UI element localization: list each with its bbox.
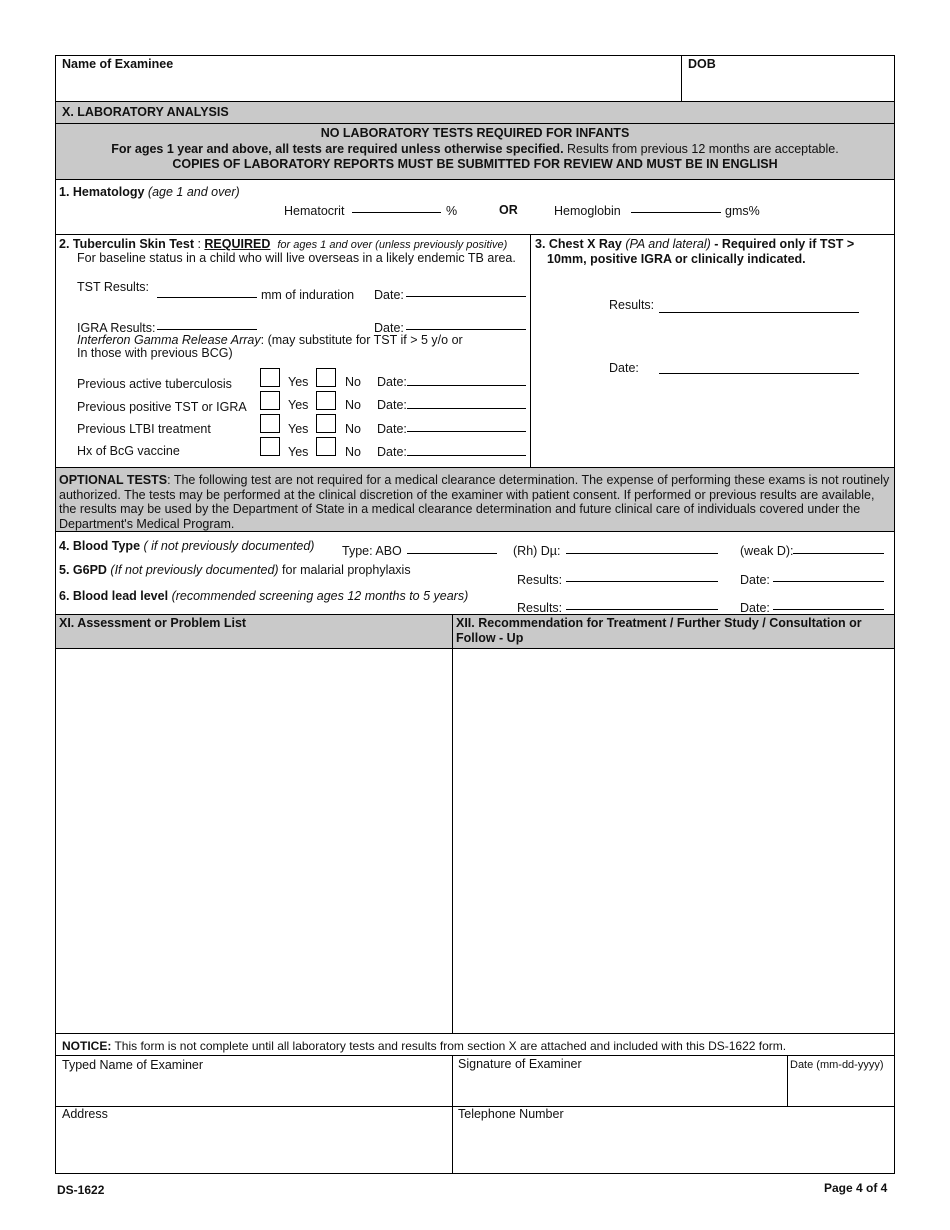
- no-label: No: [345, 375, 361, 389]
- g6pd-date-field[interactable]: [773, 581, 884, 582]
- date-label: Date:: [377, 375, 407, 389]
- blood-type-title: 4. Blood Type: [59, 539, 141, 553]
- tst-required: REQUIRED: [204, 237, 271, 251]
- notice-body: This form is not complete until all laboratory tests and results from section X are attached and included with this DS-1622 form.: [111, 1039, 787, 1053]
- positive-tst-date-field[interactable]: [407, 408, 526, 409]
- tst-date-label: Date:: [374, 288, 404, 302]
- g6pd-rest: for malarial prophylaxis: [282, 563, 411, 577]
- igra-date-field[interactable]: [406, 329, 526, 330]
- bcg-no-checkbox[interactable]: [316, 437, 336, 456]
- divider: [55, 101, 895, 102]
- dob-label: DOB: [688, 57, 716, 71]
- name-of-examinee-label: Name of Examinee: [62, 57, 174, 71]
- or-label: OR: [499, 203, 518, 217]
- history-label-active-tb: Previous active tuberculosis: [77, 377, 232, 391]
- lab-banner-line2-bold: For ages 1 year and above, all tests are required unless otherwise specified.: [111, 142, 564, 156]
- name-of-examinee-field[interactable]: [57, 74, 679, 99]
- igra-description: [77, 333, 463, 347]
- lab-banner-line2-rest: Results from previous 12 months are acceptable.: [567, 142, 839, 156]
- g6pd-note: (If not previously documented): [110, 563, 279, 577]
- yes-label: Yes: [288, 398, 309, 412]
- g6pd-heading: [59, 563, 411, 577]
- igra-italic: Interferon Gamma Release Array: [77, 333, 261, 347]
- xray-heading-line2: 10mm, positive IGRA or clinically indicated.: [547, 252, 806, 266]
- igra-rest: : (may substitute for TST if > 5 y/o or: [260, 333, 463, 347]
- notice-text: [62, 1039, 786, 1053]
- xray-results-label: Results:: [609, 298, 655, 312]
- xray-date-label: Date:: [609, 361, 639, 375]
- active-tb-yes-checkbox[interactable]: [260, 368, 280, 387]
- lab-banner-line3: COPIES OF LABORATORY REPORTS MUST BE SUBMITTED FOR REVIEW AND MUST BE IN ENGLISH: [172, 157, 778, 171]
- rh-label: (Rh) Dµ:: [513, 544, 561, 558]
- tst-baseline-text: For baseline status in a child who will live overseas in a likely endemic TB area.: [77, 251, 516, 265]
- no-label: No: [345, 422, 361, 436]
- positive-tst-yes-checkbox[interactable]: [260, 391, 280, 410]
- rh-field[interactable]: [566, 553, 718, 554]
- divider: [55, 179, 895, 180]
- g6pd-results-field[interactable]: [566, 581, 718, 582]
- yes-label: Yes: [288, 445, 309, 459]
- percent-unit: %: [446, 204, 458, 218]
- hematocrit-field[interactable]: [352, 212, 441, 213]
- abo-type-label: Type: ABO: [342, 544, 402, 558]
- weak-d-field[interactable]: [793, 553, 884, 554]
- lead-date-field[interactable]: [773, 609, 884, 610]
- yes-label: Yes: [288, 422, 309, 436]
- xray-italic: (PA and lateral): [625, 237, 711, 251]
- divider: [681, 55, 682, 101]
- telephone-label: Telephone Number: [458, 1107, 564, 1121]
- no-label: No: [345, 445, 361, 459]
- g6pd-title: 5. G6PD: [59, 563, 107, 577]
- induration-unit: mm of induration: [261, 288, 355, 302]
- divider: [452, 614, 453, 1173]
- date-label: Date:: [377, 398, 407, 412]
- xray-results-field[interactable]: [659, 312, 859, 313]
- history-label-bcg: Hx of BcG vaccine: [77, 444, 180, 458]
- date-label: Date:: [377, 445, 407, 459]
- igra-date-label: Date:: [374, 321, 404, 335]
- divider: [55, 1055, 895, 1056]
- divider: [55, 648, 895, 649]
- typed-name-label: Typed Name of Examiner: [62, 1058, 204, 1072]
- recommendation-title-line1: XII. Recommendation for Treatment / Further Study / Consultation or: [456, 616, 862, 630]
- typed-name-field[interactable]: [57, 1074, 450, 1104]
- form-number: DS-1622: [57, 1183, 105, 1197]
- page-number: Page 4 of 4: [824, 1181, 888, 1195]
- xray-heading: [535, 237, 854, 251]
- hemoglobin-label: Hemoglobin: [554, 204, 621, 218]
- igra-description-line2: In those with previous BCG): [77, 346, 233, 360]
- blood-type-note: ( if not previously documented): [143, 539, 315, 553]
- yes-label: Yes: [288, 375, 309, 389]
- address-field[interactable]: [57, 1124, 450, 1172]
- signature-label: Signature of Examiner: [458, 1057, 582, 1071]
- tst-date-field[interactable]: [406, 296, 526, 297]
- tst-title: 2. Tuberculin Skin Test: [59, 237, 194, 251]
- hemoglobin-field[interactable]: [631, 212, 721, 213]
- signature-field[interactable]: [455, 1074, 785, 1104]
- optional-tests-title: OPTIONAL TESTS: [59, 473, 168, 487]
- igra-results-field[interactable]: [157, 329, 257, 330]
- lead-results-field[interactable]: [566, 609, 718, 610]
- assessment-text-area[interactable]: [58, 651, 450, 1031]
- address-label: Address: [62, 1107, 108, 1121]
- divider: [787, 1055, 788, 1106]
- assessment-title: XI. Assessment or Problem List: [59, 616, 247, 630]
- igra-results-label: IGRA Results:: [77, 321, 156, 335]
- xray-rest: - Required only if TST >: [710, 237, 855, 251]
- lead-title: 6. Blood lead level: [59, 589, 169, 603]
- bcg-date-field[interactable]: [407, 455, 526, 456]
- lead-date-label: Date:: [740, 601, 770, 615]
- tst-heading: [59, 237, 507, 251]
- recommendation-text-area[interactable]: [455, 651, 892, 1031]
- lab-banner-line2: [56, 142, 894, 156]
- recommendation-title-line2: Follow - Up: [456, 631, 524, 645]
- g6pd-date-label: Date:: [740, 573, 770, 587]
- active-tb-date-field[interactable]: [407, 385, 526, 386]
- dob-field[interactable]: [684, 74, 892, 99]
- lead-heading: [59, 589, 468, 603]
- positive-tst-no-checkbox[interactable]: [316, 391, 336, 410]
- gms-unit: gms%: [725, 204, 760, 218]
- hematology-title: 1. Hematology: [59, 185, 145, 199]
- tst-results-label: TST Results:: [77, 280, 150, 294]
- optional-tests-body: : The following test are not required for a medical clearance determination. The expense of performing these exams is not routinely authorized. The tests may be performed at the clinical discretion of the examiner with patient consent. If performed or previous results are available, the results may be used by the Department of State in a medical clearance determination and future clinical care of individuals covered under the Department's Medical Program.: [59, 473, 890, 531]
- bcg-yes-checkbox[interactable]: [260, 437, 280, 456]
- ltbi-date-field[interactable]: [407, 431, 526, 432]
- lead-results-label: Results:: [517, 601, 563, 615]
- abo-type-field[interactable]: [407, 553, 497, 554]
- g6pd-results-label: Results:: [517, 573, 563, 587]
- divider: [530, 234, 531, 467]
- ltbi-yes-checkbox[interactable]: [260, 414, 280, 433]
- history-label-ltbi: Previous LTBI treatment: [77, 422, 211, 436]
- history-label-positive-tst: Previous positive TST or IGRA: [77, 400, 247, 414]
- divider: [55, 531, 895, 532]
- telephone-field[interactable]: [455, 1124, 892, 1172]
- date-signed-field[interactable]: [790, 1075, 892, 1104]
- tst-colon: :: [193, 237, 205, 251]
- tst-note: for ages 1 and over (unless previously positive): [277, 239, 508, 251]
- optional-tests-text: [59, 473, 890, 531]
- active-tb-no-checkbox[interactable]: [316, 368, 336, 387]
- date-label: Date:: [377, 422, 407, 436]
- no-label: No: [345, 398, 361, 412]
- weak-d-label: (weak D):: [740, 544, 794, 558]
- blood-type-heading: [59, 539, 314, 553]
- xray-title: 3. Chest X Ray: [535, 237, 622, 251]
- hematology-note: (age 1 and over): [147, 185, 240, 199]
- lab-banner-line1: NO LABORATORY TESTS REQUIRED FOR INFANTS: [320, 126, 630, 140]
- ltbi-no-checkbox[interactable]: [316, 414, 336, 433]
- laboratory-analysis-title: X. LABORATORY ANALYSIS: [62, 105, 229, 119]
- hematocrit-label: Hematocrit: [284, 204, 345, 218]
- lead-note: (recommended screening ages 12 months to 5 years): [171, 589, 469, 603]
- notice-bold: NOTICE:: [62, 1039, 112, 1053]
- xray-date-field[interactable]: [659, 373, 859, 374]
- hematology-heading: [59, 185, 240, 199]
- divider: [55, 234, 895, 235]
- date-signed-label: Date (mm-dd-yyyy): [790, 1059, 884, 1071]
- tst-results-field[interactable]: [157, 297, 257, 298]
